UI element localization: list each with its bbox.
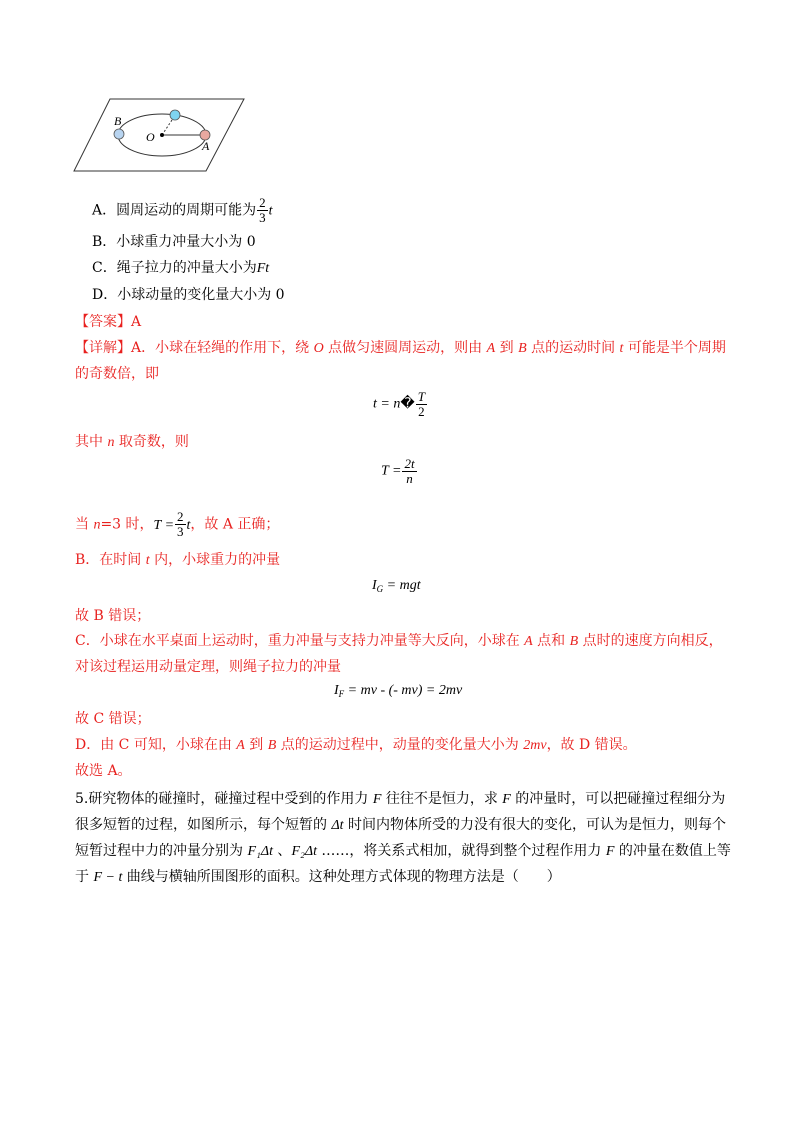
- eq-fraction: [175, 510, 186, 539]
- var: t: [145, 553, 150, 568]
- option-a-var: t: [268, 203, 273, 219]
- eq-text: = mv - (- mv) = 2mv: [344, 683, 463, 698]
- question5-line-3: [75, 841, 731, 862]
- var: F₁Δt: [247, 844, 273, 859]
- option-a-text: A．圆周运动的周期可能为: [92, 202, 257, 219]
- var: 2mv: [523, 738, 547, 753]
- text: 的奇数倍，即: [75, 366, 159, 382]
- detail-line-10: [75, 735, 637, 756]
- detail-line-2: [75, 364, 159, 384]
- frac-num: 2: [259, 195, 266, 210]
- equation-4: [334, 683, 462, 699]
- frac-den: 3: [259, 210, 266, 225]
- text: 对该过程运用动量定理，则绳子拉力的冲量: [75, 659, 341, 675]
- label-A: A: [202, 139, 210, 153]
- answer-text: 【答案】A: [75, 314, 142, 330]
- text: 5.研究物体的碰撞时，碰撞过程中受到的作用力: [75, 791, 373, 807]
- question5-line-4: [75, 867, 561, 888]
- detail-line-6: [75, 606, 150, 626]
- question5-line-1: [75, 789, 725, 810]
- text: 曲线与横轴所围图形的面积。这种处理方式体现的物理方法是（ ）: [122, 869, 561, 885]
- frac-num: T: [417, 389, 425, 404]
- answer-line: [75, 312, 141, 332]
- var: F: [372, 792, 382, 807]
- equation-3: [372, 578, 421, 594]
- var: A: [236, 738, 245, 753]
- frac-num: 2: [177, 509, 184, 524]
- eq-text: T =: [153, 517, 175, 533]
- text: 的冲量在数值上等: [614, 843, 731, 859]
- detail-line-3: [75, 432, 189, 453]
- var: Δt: [331, 818, 344, 833]
- text: 往往不是恒力，求: [381, 791, 503, 807]
- var: O: [313, 341, 324, 356]
- var: F: [605, 844, 615, 859]
- text: ，故 D 错误。: [546, 737, 637, 753]
- detail-line-8: [75, 657, 341, 677]
- var: F₂Δt: [291, 844, 317, 859]
- text: 其中: [75, 434, 108, 450]
- text: 、: [272, 843, 292, 859]
- option-b-text: B．小球重力冲量大小为 0: [92, 234, 256, 250]
- eq-fraction: [402, 457, 416, 486]
- option-d-text: D．小球动量的变化量大小为 0: [92, 287, 285, 303]
- eq-text: t = n: [373, 396, 401, 412]
- text: 于: [75, 869, 94, 885]
- var: n: [107, 435, 115, 450]
- label-O: O: [146, 130, 155, 144]
- var: B: [518, 341, 527, 356]
- text: B．在时间: [75, 552, 146, 568]
- var: A: [486, 341, 496, 356]
- var: F − t: [93, 870, 123, 885]
- eq-text: I: [334, 683, 339, 698]
- text: 点的运动过程中，动量的变化量大小为: [276, 737, 524, 753]
- detail-line-11: [75, 761, 132, 781]
- text: 当: [75, 516, 94, 533]
- equation-1: [373, 390, 428, 419]
- rope-line-dashed: [162, 117, 174, 135]
- detail-line-1: [75, 338, 726, 359]
- option-a: [92, 196, 273, 225]
- detail-line-7: [75, 631, 723, 652]
- text: 点时的速度方向相反，: [578, 633, 723, 649]
- center-point: [160, 133, 164, 137]
- text: 内，小球重力的冲量: [149, 552, 281, 568]
- text: 到: [495, 340, 519, 356]
- text: 取奇数，则: [114, 434, 189, 450]
- frac-num: 2t: [404, 456, 415, 471]
- text: D．由 C 可知，小球在由: [75, 737, 237, 753]
- circular-motion-figure: [70, 95, 250, 175]
- option-c-text: C．绳子拉力的冲量大小为: [92, 260, 257, 276]
- ball-B: [114, 129, 124, 139]
- option-a-fraction: [257, 196, 268, 225]
- eq-fraction: [416, 390, 427, 419]
- var: n: [93, 517, 101, 533]
- option-c: [92, 258, 269, 279]
- text: 时间内物体所受的力没有很大的变化，可认为是恒力，则每个: [343, 817, 727, 833]
- ball-top: [170, 110, 180, 120]
- var: t: [619, 341, 624, 356]
- text: 可能是半个周期: [623, 340, 726, 356]
- equation-2: [381, 457, 418, 486]
- option-d: [92, 285, 285, 305]
- text: 点做匀速圆周运动，则由: [323, 340, 487, 356]
- text: 故选 A。: [75, 763, 132, 779]
- eq-text: �: [400, 396, 415, 412]
- text: C．小球在水平桌面上运动时，重力冲量与支持力冲量等大反向，小球在: [75, 633, 525, 649]
- var: B: [569, 634, 579, 649]
- frac-den: 2: [418, 404, 425, 419]
- var: t: [186, 517, 191, 533]
- text: 的冲量时，可以把碰撞过程细分为: [510, 791, 726, 807]
- text: ，故 A 正确；: [190, 516, 280, 533]
- text: 到: [244, 737, 268, 753]
- text: 很多短暂的过程，如图所示，每个短暂的: [75, 817, 332, 833]
- eq-text: T =: [381, 463, 402, 479]
- eq-text: = mgt: [383, 578, 421, 593]
- eq-subscript: F: [338, 689, 345, 699]
- frac-den: 3: [177, 524, 184, 539]
- text: 点和: [532, 633, 570, 649]
- text: 短暂过程中力的冲量分别为: [75, 843, 248, 859]
- text: 【详解】A．小球在轻绳的作用下，绕: [75, 340, 314, 356]
- text: 故 C 错误；: [75, 711, 151, 727]
- frac-den: n: [406, 471, 413, 486]
- detail-line-5: [75, 550, 280, 571]
- var: F: [502, 792, 511, 807]
- table-plane: [74, 99, 244, 171]
- var: A: [524, 634, 533, 649]
- eq-text: I: [372, 578, 377, 593]
- eq-subscript: G: [376, 584, 384, 594]
- option-b: [92, 232, 256, 252]
- text: ……，将关系式相加，就得到整个过程作用力: [316, 843, 606, 859]
- option-c-var: Ft: [256, 261, 270, 276]
- question5-line-2: [75, 815, 726, 836]
- text: =3 时，: [100, 516, 154, 533]
- text: 故 B 错误；: [75, 608, 151, 624]
- var: B: [267, 738, 277, 753]
- text: 点的运动时间: [526, 340, 620, 356]
- label-B: B: [114, 114, 122, 128]
- detail-line-9: [75, 709, 151, 729]
- detail-line-4: [75, 510, 279, 539]
